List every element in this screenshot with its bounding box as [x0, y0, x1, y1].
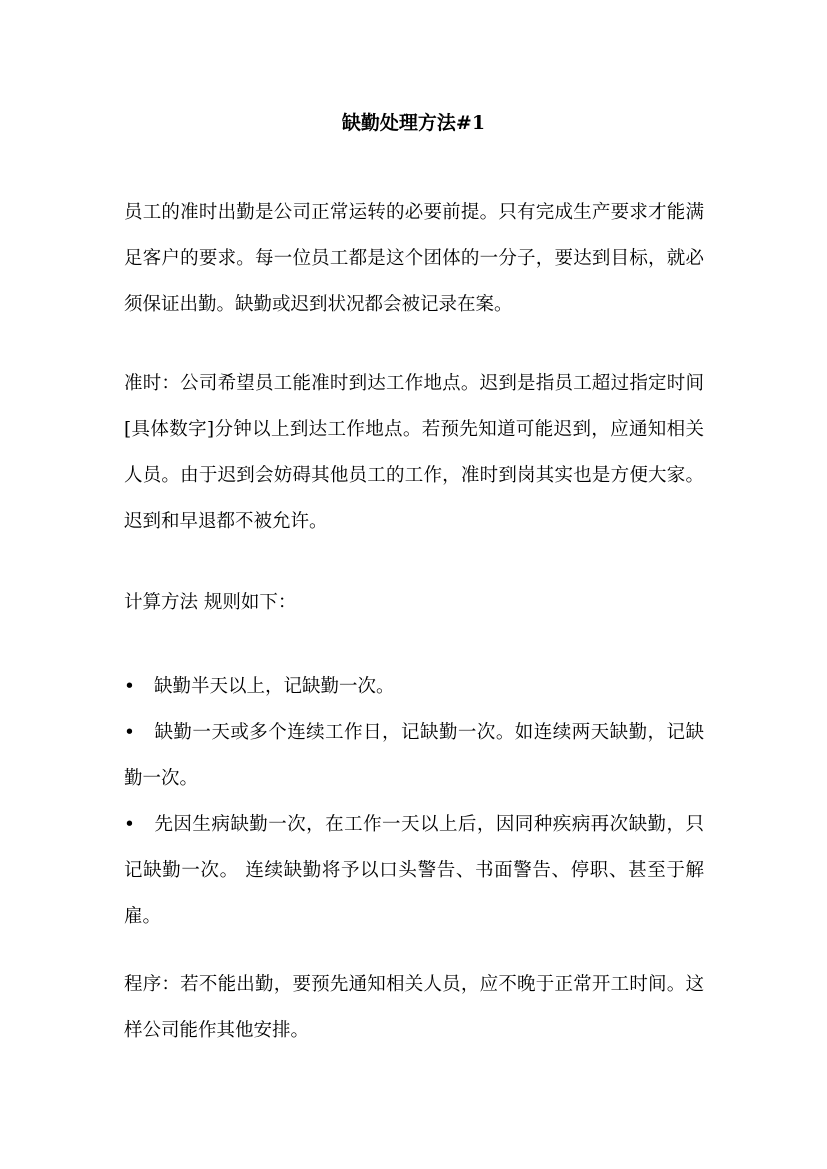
document-title: 缺勤处理方法#1	[341, 112, 486, 134]
paragraph-procedure: 程序：若不能出勤，要预先通知相关人员，应不晚于正常开工时间。这样公司能作其他安排。	[124, 974, 704, 1041]
paragraph-calculation-heading: 计算方法 规则如下：	[124, 592, 297, 613]
list-item	[124, 664, 704, 710]
bullet-icon: •	[124, 814, 135, 835]
rules-list	[124, 664, 704, 940]
paragraph-attendance-intro: 员工的准时出勤是公司正常运转的必要前提。只有完成生产要求才能满足客户的要求。每一位员工都是这个团体的一分子，要达到目标，就必须保证出勤。缺勤或迟到状况都会被记录在案。	[124, 202, 704, 315]
paragraph-punctuality: 准时：公司希望员工能准时到达工作地点。迟到是指员工超过指定时间[具体数字]分钟以上到达工作地点。若预先知道可能迟到，应通知相关人员。由于迟到会妨碍其他员工的工作，准时到岗其实也是方便大家。迟到和早退都不被允许。	[124, 373, 704, 532]
bullet-icon: •	[124, 676, 135, 697]
bullet-icon: •	[124, 722, 135, 743]
rule-text: 缺勤一天或多个连续工作日，记缺勤一次。如连续两天缺勤，记缺勤一次。	[124, 722, 704, 789]
rule-text: 先因生病缺勤一次，在工作一天以上后，因同种疾病再次缺勤，只记缺勤一次。 连续缺勤将予以口头警告、书面警告、停职、甚至于解雇。	[124, 814, 704, 927]
list-item	[124, 802, 704, 940]
rule-text: 缺勤半天以上，记缺勤一次。	[154, 676, 395, 697]
list-item	[124, 710, 704, 802]
